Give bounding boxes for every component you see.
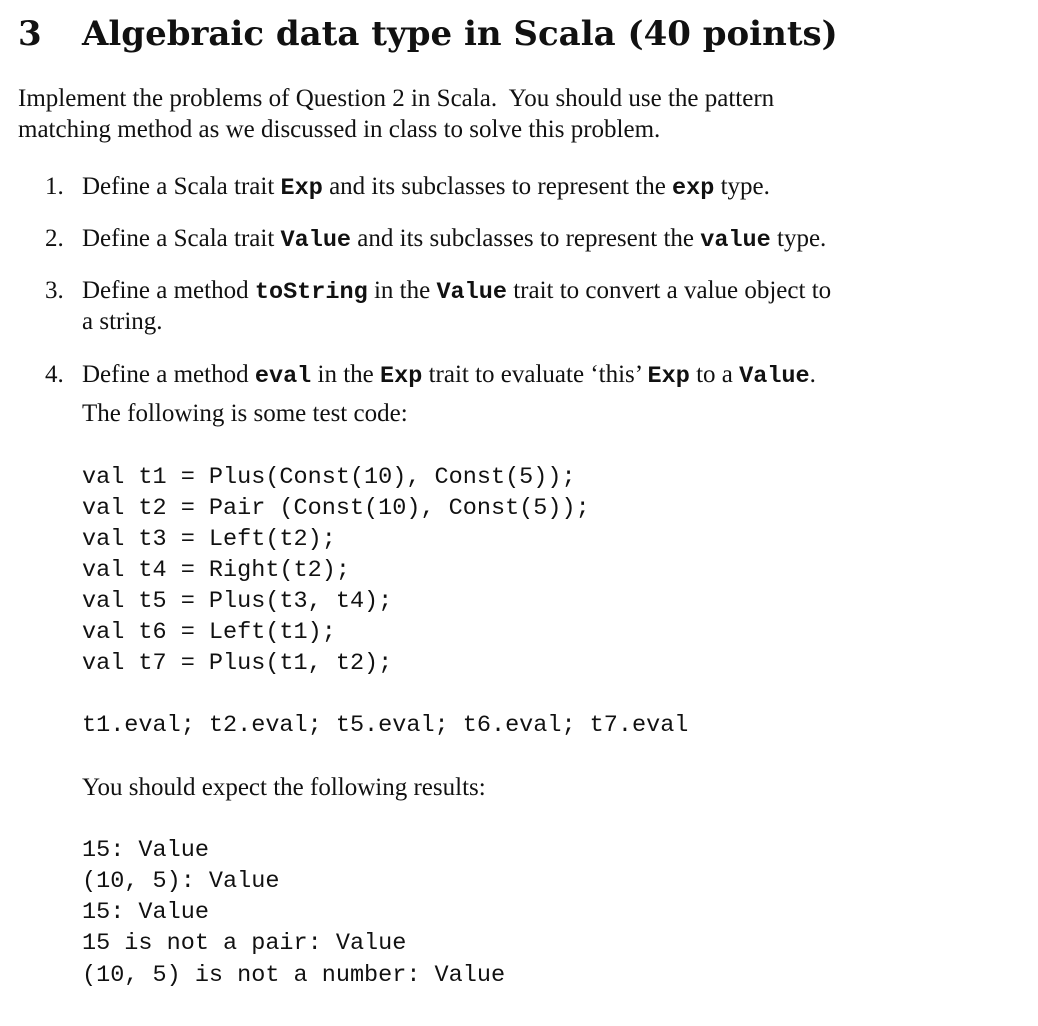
list-number: 3.: [45, 277, 64, 304]
text: Define a Scala trait: [82, 225, 281, 252]
text: type.: [714, 173, 770, 200]
section-number: 3: [18, 14, 42, 54]
code-line: val t7 = Plus(t1, t2);: [82, 650, 393, 677]
code-line: val t3 = Left(t2);: [82, 526, 336, 553]
result-line: 15 is not a pair: Value: [82, 930, 407, 957]
code-term: Exp: [380, 363, 423, 390]
text: trait to evaluate ‘this’: [422, 361, 648, 388]
code-line: val t4 = Right(t2);: [82, 557, 350, 584]
list-item-continuation: a string.: [82, 308, 163, 335]
text: to a: [689, 361, 740, 388]
eval-line: t1.eval; t2.eval; t5.eval; t6.eval; t7.eval: [82, 712, 689, 739]
list-item: [82, 275, 831, 308]
text: type.: [770, 225, 827, 252]
code-term: Value: [739, 363, 810, 390]
intro-line: matching method as we discussed in class to solve this problem.: [18, 116, 661, 143]
text: .: [809, 361, 816, 388]
code-term: exp: [672, 175, 715, 202]
text: trait to convert a value object to: [506, 277, 832, 304]
list-item: [82, 171, 770, 204]
code-term: Exp: [647, 363, 690, 390]
code-line: val t2 = Pair (Const(10), Const(5));: [82, 495, 590, 522]
list-number: 4.: [45, 361, 64, 388]
code-line: val t6 = Left(t1);: [82, 619, 336, 646]
code-term: eval: [254, 363, 312, 390]
result-line: (10, 5) is not a number: Value: [82, 962, 506, 989]
section-title: Algebraic data type in Scala (40 points): [82, 14, 838, 54]
list-item: [82, 359, 816, 392]
code-term: Exp: [280, 175, 323, 202]
code-term: value: [700, 227, 771, 254]
code-term: Value: [280, 227, 352, 254]
result-line: 15: Value: [82, 837, 209, 864]
test-intro: The following is some test code:: [82, 400, 408, 427]
text: in the: [367, 277, 437, 304]
result-line: (10, 5): Value: [82, 868, 280, 895]
code-line: val t5 = Plus(t3, t4);: [82, 588, 393, 615]
text: in the: [311, 361, 381, 388]
code-term: toString: [254, 279, 368, 306]
code-line: val t1 = Plus(Const(10), Const(5));: [82, 464, 576, 491]
result-line: 15: Value: [82, 899, 209, 926]
text: Define a method: [82, 277, 255, 304]
intro-line: Implement the problems of Question 2 in Scala. You should use the pattern: [18, 85, 775, 112]
text: and its subclasses to represent the: [322, 173, 673, 200]
list-number: 1.: [45, 173, 64, 200]
text: Define a Scala trait: [82, 173, 281, 200]
code-term: Value: [436, 279, 507, 306]
text: Define a method: [82, 361, 255, 388]
expect-intro: You should expect the following results:: [82, 774, 486, 801]
list-item: [82, 223, 826, 256]
text: and its subclasses to represent the: [351, 225, 701, 252]
list-number: 2.: [45, 225, 64, 252]
